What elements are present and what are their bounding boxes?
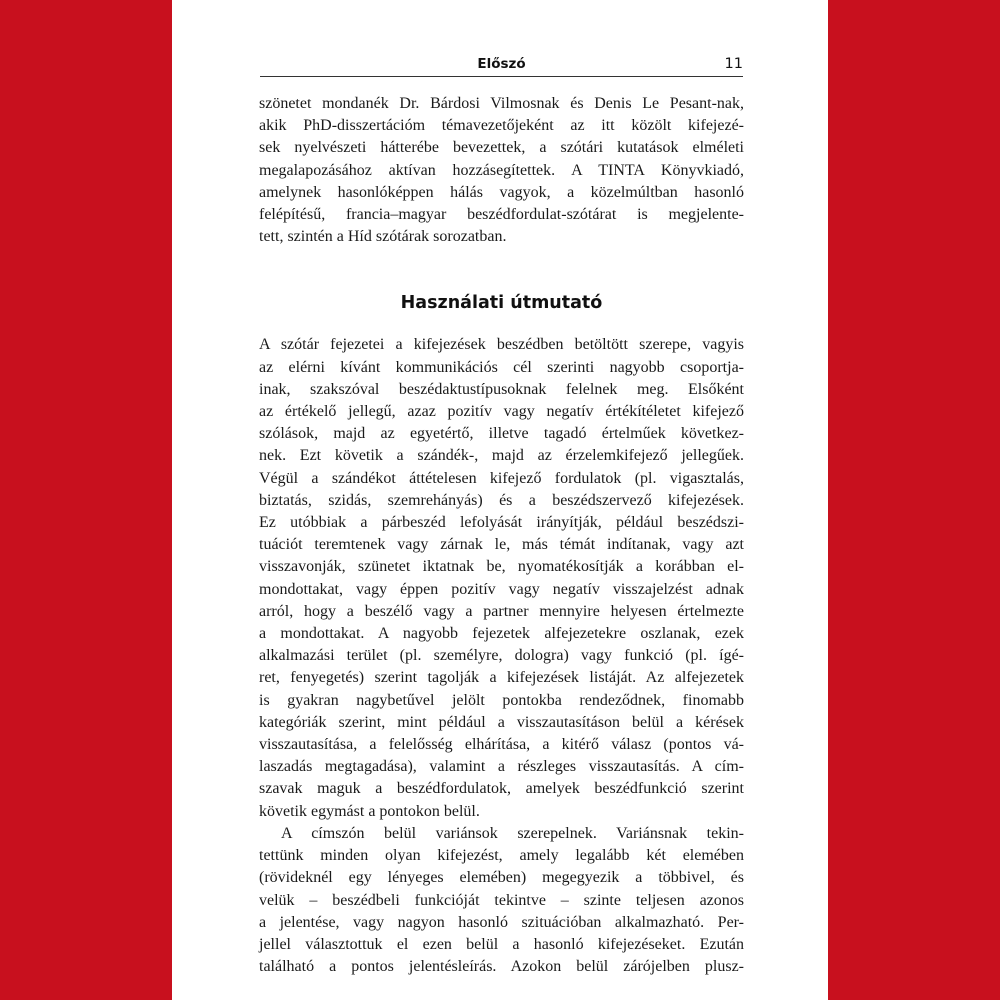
text-line: arról, hogy a beszélő vagy a partner mennyire helyesen értelmezte: [259, 602, 744, 620]
text-line: A szótár fejezetei a kifejezések beszédben betöltött szerepe, vagyis: [259, 336, 744, 354]
text-line: a mondottakat. A nagyobb fejezetek alfejezetekre oszlanak, ezek: [259, 625, 744, 643]
text-line: ret, fenyegetés) szerint tagolják a kifejezések listáját. Az alfejezetek: [259, 669, 744, 687]
text-line: szönetet mondanék Dr. Bárdosi Vilmosnak és Denis Le Pesant-nak,: [259, 95, 744, 112]
body-text: [259, 93, 744, 978]
text-line: felépítésű, francia–magyar beszédfordulat-szótárat is megjelente-: [259, 206, 744, 224]
text-line: (rövideknél egy lényeges elemében) megegyezik a többivel, és: [259, 869, 744, 887]
text-line: A címszón belül variánsok szerepelnek. Variánsnak tekin-: [281, 824, 744, 842]
text-line: mondottakat, vagy éppen pozitív vagy negatív visszajelzést adnak: [259, 580, 744, 598]
text-line: akik PhD-disszertációm témavezetőjeként az itt közölt kifejezé-: [259, 117, 744, 135]
text-line: található a pontos jelentésleírás. Azokon belül zárójelben plusz-: [259, 958, 744, 976]
section-heading: Használati útmutató: [400, 293, 603, 314]
text-line: megalapozásához aktívan hozzásegítettek. A TINTA Könyvkiadó,: [259, 161, 744, 179]
text-line: kategóriák szerint, mint például a visszautasításon belül a kérések: [259, 713, 744, 731]
running-header: [260, 54, 743, 77]
text-line: visszautasítása, a felelősség elhárítása, a kitérő válasz (pontos vá-: [259, 736, 744, 754]
text-line: biztatás, szidás, szemrehányás) és a beszédszervező kifejezések.: [259, 491, 744, 509]
running-title: Előszó: [477, 56, 526, 72]
text-line: alkalmazási terület (pl. személyre, dologra) vagy funkció (pl. ígé-: [259, 647, 744, 665]
page-number: 11: [724, 56, 743, 72]
text-line: az értékelő jellegű, azaz pozitív vagy negatív értékítéletet kifejező: [259, 403, 744, 421]
text-line: sek nyelvészeti hátterébe bevezettek, a szótári kutatások elméleti: [259, 139, 744, 157]
text-line: Ez utóbbiak a párbeszéd lefolyását irányítják, például beszédszi-: [259, 514, 744, 532]
text-line: szólások, majd az egyetértő, illetve tagadó értelműek következ-: [259, 425, 744, 443]
text-line: visszavonják, szünetet iktatnak be, nyomatékosítják a korábban el-: [259, 558, 744, 576]
book-page: [172, 0, 828, 1000]
text-line: tettünk minden olyan kifejezést, amely legalább két elemében: [259, 847, 744, 865]
text-line: nek. Ezt követik a szándék-, majd az érzelemkifejező jellegűek.: [259, 447, 744, 465]
text-line: inak, szakszóval beszédaktustípusoknak felelnek meg. Elsőként: [259, 380, 744, 398]
text-line: amelynek hasonlóképpen hálás vagyok, a közelmúltban hasonló: [259, 183, 744, 201]
text-line: a jelentése, vagy nagyon hasonló szituációban alkalmazható. Per-: [259, 913, 744, 931]
text-line: tett, szintén a Híd szótárak sorozatban.: [259, 228, 507, 246]
text-line: velük – beszédbeli funkcióját tekintve – szinte teljesen azonos: [259, 891, 744, 909]
text-line: szavak maguk a beszédfordulatok, amelyek beszédfunkció szerint: [259, 780, 744, 798]
text-line: laszadás megtagadása), valamint a részleges visszautasítás. A cím-: [259, 758, 744, 776]
paragraph-variants: [259, 823, 744, 978]
text-line: is gyakran nagybetűvel jelölt pontokba rendeződnek, finomabb: [259, 691, 744, 709]
text-line: az elérni kívánt kommunikációs cél szerinti nagyobb csoportja-: [259, 358, 744, 376]
text-line: tuációt teremtenek vagy zárnak le, más témát indítanak, vagy azt: [259, 536, 744, 554]
paragraph-usage-guide: [259, 334, 744, 822]
text-line: Végül a szándékot áttételesen kifejező fordulatok (pl. vigasztalás,: [259, 469, 744, 487]
text-line: jellel választottuk el ezen belül a hasonló kifejezéseket. Ezután: [259, 935, 744, 953]
paragraph-continued: [259, 93, 744, 248]
text-line: követik egymást a pontokon belül.: [259, 802, 480, 820]
